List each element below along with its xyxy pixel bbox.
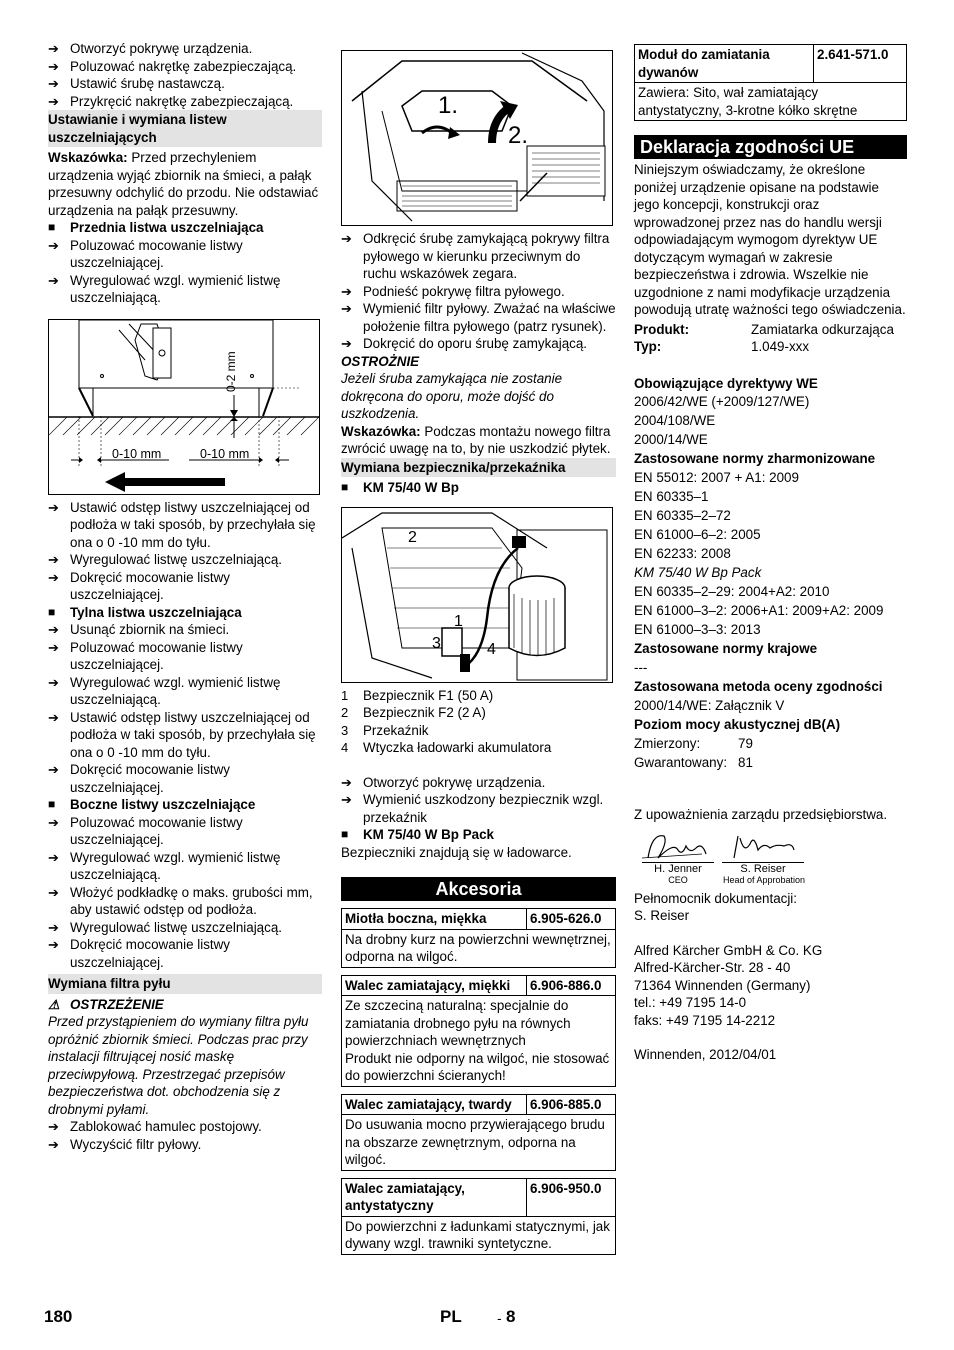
signatures (634, 828, 907, 890)
arrow-right-icon: ➔ (48, 639, 59, 655)
step: ➔ Ustawić śrubę nastawczą. (48, 76, 225, 91)
step: ➔ Poluzować mocowanie listwy uszczelniającej. (48, 639, 243, 672)
separator: - (497, 1310, 502, 1326)
step: ➔ Wyczyścić filtr pyłowy. (48, 1136, 202, 1152)
norm: EN 60335–2–72 (634, 508, 731, 523)
fuse-box-diagram (342, 508, 612, 682)
warning-triangle-icon: ⚠ (48, 996, 60, 1012)
arrow-right-icon: ➔ (48, 1136, 59, 1152)
warning-label: ⚠ OSTRZEŻENIE (48, 996, 164, 1012)
subheading: ■ KM 75/40 W Bp Pack (341, 827, 494, 842)
arrow-right-icon: ➔ (48, 1119, 59, 1134)
address-line: tel.: +49 7195 14-0 (634, 995, 747, 1010)
callout-1: 1 (454, 612, 463, 630)
subheading: ■ Boczne listwy uszczelniające (48, 797, 256, 812)
address-line: faks: +49 7195 14-2212 (634, 1012, 776, 1028)
norm: EN 61000–3–3: 2013 (634, 622, 761, 637)
fuse-note: Bezpieczniki znajdują się w ładowarce. (341, 844, 572, 860)
caution-text: Jeżeli śruba zamykająca nie zostanie dokręcona do oporu, może dojść do uszkodzenia. (341, 371, 563, 421)
arrow-right-icon: ➔ (48, 709, 59, 725)
step: ➔ Usunąć zbiornik na śmieci. (48, 622, 230, 637)
square-bullet-icon: ■ (48, 604, 56, 619)
accessory-header: Moduł do zamiatania dywanów 2.641-571.0 (634, 44, 907, 83)
step: ➔ Wyregulować wzgl. wymienić listwę uszczelniającą. (48, 674, 281, 707)
middle-column (341, 50, 616, 1255)
method-value: 2000/14/WE: Załącznik V (634, 698, 785, 713)
seal-strip-figure (48, 319, 320, 495)
doc-rep-name: S. Reiser (634, 908, 690, 923)
warning-text: Przed przystąpieniem do wymiany filtra pyłu opróżnić zbiornik śmieci. Podczas prac przy instalacji filtrującej nosić maskę przeciwpyłową. Przestrzegać przepisów bezpieczeństwa dot. obchodzenia się z drobnymi pyłami. (48, 1014, 309, 1117)
section-page: 8 (506, 1307, 516, 1326)
direction-arrow-icon (105, 472, 225, 492)
page-number: 180 (44, 1307, 73, 1326)
place-date: Winnenden, 2012/04/01 (634, 1047, 777, 1062)
step: ➔ Wyregulować wzgl. wymienić listwę uszczelniającą. (48, 849, 281, 882)
arrow-right-icon: ➔ (341, 792, 352, 807)
step: ➔ Poluzować mocowanie listwy uszczelniającej. (48, 237, 243, 270)
step: ➔ Wyregulować listwę uszczelniającą. (48, 552, 282, 567)
signatory-name: H. Jenner (642, 862, 714, 876)
step: ➔ Poluzować mocowanie listwy uszczelniającej. (48, 814, 243, 847)
directive: 2000/14/WE (634, 432, 708, 447)
gap-label-vertical: 0-2 mm (224, 350, 238, 392)
section-heading: Ustawianie i wymiana listew uszczelniających (48, 110, 322, 147)
norms-model: KM 75/40 W Bp Pack (634, 565, 762, 580)
subheading: ■ Przednia listwa uszczelniająca (48, 220, 264, 235)
square-bullet-icon: ■ (341, 827, 349, 841)
filter-cover-diagram (342, 51, 612, 225)
doc-rep-label: Pełnomocnik dokumentacji: (634, 890, 798, 906)
step: ➔ Wymienić filtr pyłowy. Zważać na właściwe położenie filtra pyłowego (patrz rysunek). (341, 301, 616, 334)
fuse-figure (341, 507, 613, 683)
authority-text: Z upoważnienia zarządu przedsiębiorstwa. (634, 807, 888, 822)
address-line: Alfred-Kärcher-Str. 28 - 40 (634, 960, 791, 975)
subheading: ■ KM 75/40 W Bp (341, 480, 459, 495)
norms-title: Zastosowane normy zharmonizowane (634, 451, 876, 466)
signatory-name: S. Reiser (722, 862, 804, 876)
accessory-description: Do powierzchni z ładunkami statycznymi, jak dywany wzgl. trawniki syntetyczne. (341, 1217, 616, 1255)
signatory-role: Head of Approbation (722, 874, 806, 885)
national-norms-title: Zastosowane normy krajowe (634, 641, 818, 656)
arrow-right-icon: ➔ (48, 919, 59, 935)
step: ➔ Wyregulować listwę uszczelniającą. (48, 919, 282, 935)
arrow-right-icon: ➔ (341, 336, 352, 351)
step: ➔ Włożyć podkładkę o maks. grubości mm, aby ustawić odstęp od podłoża. (48, 884, 313, 917)
norm: EN 55012: 2007 + A1: 2009 (634, 470, 799, 485)
directives-title: Obowiązujące dyrektywy WE (634, 375, 818, 391)
callout-4: 4 (487, 640, 496, 658)
step: ➔ Dokręcić do oporu śrubę zamykającą. (341, 336, 588, 351)
legend-item: 2 Bezpiecznik F2 (2 A) (341, 705, 486, 720)
method-title: Zastosowana metoda oceny zgodności (634, 679, 883, 694)
square-bullet-icon: ■ (341, 480, 349, 494)
norm: EN 60335–2–29: 2004+A2: 2010 (634, 584, 830, 599)
directive: 2004/108/WE (634, 413, 716, 428)
caution-label: OSTROŻNIE (341, 353, 420, 369)
accessories-title: Akcesoria (341, 877, 616, 901)
directive: 2006/42/WE (+2009/127/WE) (634, 394, 810, 409)
callout-2: 2 (408, 528, 417, 546)
declaration-text: Niniejszym oświadczamy, że określone poniżej urządzenie opisane na podstawie jego koncepcji, konstrukcji oraz wprowadzonej przez nas do handlu wersji odpowiadającym wymogom dyrektyw UE dotyczącym wymagań w zakresie bezpieczeństwa i zdrowia. Wszelkie nie uzgodnione z nami modyfikacje urządzenia powodują utratę ważności tego oświadczenia. (634, 162, 906, 317)
section-heading: Wymiana filtra pyłu (48, 974, 322, 994)
legend-item: 1 Bezpiecznik F1 (50 A) (341, 687, 494, 703)
arrow-right-icon: ➔ (48, 76, 59, 91)
norm: EN 60335–1 (634, 489, 709, 504)
step: ➔ Zablokować hamulec postojowy. (48, 1119, 262, 1134)
arrow-right-icon: ➔ (48, 674, 59, 690)
step-one-label: 1. (438, 92, 459, 119)
arrow-right-icon: ➔ (48, 814, 59, 830)
address-line: 71364 Winnenden (Germany) (634, 977, 811, 993)
step: ➔ Poluzować nakrętkę zabezpieczającą. (48, 58, 297, 74)
gap-label-rear: 0-10 mm (200, 446, 250, 461)
step: ➔ Wyregulować wzgl. wymienić listwę uszczelniającą. (48, 272, 281, 305)
accessory-header: Walec zamiatający, antystatyczny 6.906-950.0 (341, 1178, 616, 1217)
norm: EN 61000–3–2: 2006+A1: 2009+A2: 2009 (634, 603, 884, 618)
arrow-right-icon: ➔ (48, 937, 59, 952)
section-heading: Wymiana bezpiecznika/przekaźnika (341, 458, 616, 478)
arrow-right-icon: ➔ (48, 884, 59, 900)
seal-strip-diagram (49, 320, 319, 494)
accessory-header: Miotła boczna, miękka 6.905-626.0 (341, 908, 616, 930)
declaration-title: Deklaracja zgodności UE (634, 135, 907, 159)
step: ➔ Podnieść pokrywę filtra pyłowego. (341, 283, 565, 299)
note: Wskazówka: Podczas montażu nowego filtra zwrócić uwagę na to, by nie uszkodzić płytek. (341, 423, 611, 456)
accessory-header: Walec zamiatający, twardy 6.906-885.0 (341, 1094, 616, 1116)
square-bullet-icon: ■ (48, 797, 56, 811)
subheading: ■ Tylna listwa uszczelniająca (48, 604, 242, 620)
arrow-right-icon: ➔ (48, 552, 59, 567)
arrow-right-icon: ➔ (48, 849, 59, 865)
product-row: Produkt: Zamiatarka odkurzająca (634, 321, 894, 337)
arrow-right-icon: ➔ (48, 272, 59, 288)
step-two-label: 2. (508, 122, 529, 149)
gap-label-front: 0-10 mm (112, 446, 162, 461)
filter-figure (341, 50, 613, 226)
step: ➔ Otworzyć pokrywę urządzenia. (341, 774, 546, 790)
type-row: Typ: 1.049-xxx (634, 339, 810, 354)
arrow-right-icon: ➔ (341, 283, 352, 299)
norm: EN 62233: 2008 (634, 546, 731, 561)
step: ➔ Dokręcić mocowanie listwy uszczelniającej. (48, 937, 230, 970)
guaranteed-row: Gwarantowany: 81 (634, 755, 753, 770)
right-column (634, 44, 907, 1064)
step: ➔ Wymienić uszkodzony bezpiecznik wzgl. przekaźnik (341, 792, 604, 825)
national-norms-value: --- (634, 660, 648, 675)
left-column (48, 40, 322, 1153)
accessory-description: Na drobny kurz na powierzchni wewnętrznej, odporna na wilgoć. (341, 930, 616, 968)
step: ➔ Otworzyć pokrywę urządzenia. (48, 41, 253, 56)
callout-3: 3 (432, 634, 441, 652)
language-code: PL (440, 1307, 462, 1326)
arrow-right-icon: ➔ (48, 237, 59, 253)
accessory-description: Do usuwania mocno przywierającego brudu na obszarze zewnętrznym, odporna na wilgoć. (341, 1115, 616, 1171)
step: ➔ Ustawić odstęp listwy uszczelniającej od podłoża w taki sposób, by przechyłała się ona o 0 -10 mm do tyłu. (48, 499, 316, 550)
arrow-right-icon: ➔ (48, 762, 59, 777)
arrow-right-icon: ➔ (341, 231, 352, 246)
legend-item: 4 Wtyczka ładowarki akumulatora (341, 740, 552, 755)
arrow-right-icon: ➔ (48, 569, 59, 585)
address-line: Alfred Kärcher GmbH & Co. KG (634, 942, 823, 958)
step: ➔ Ustawić odstęp listwy uszczelniającej od podłoża w taki sposób, by przechyłała się ona o 0 -10 mm do tyłu. (48, 709, 316, 760)
norm: EN 61000–6–2: 2005 (634, 527, 761, 542)
accessory-header: Walec zamiatający, miękki 6.906-886.0 (341, 975, 616, 997)
note: Wskazówka: Przed przechyleniem urządzenia wyjąć zbiornik na śmieci, a pałąk przesuwny odchylić do przodu. Nie odstawiać urządzenia na pałąk przesuwny. (48, 150, 319, 218)
step: ➔ Dokręcić mocowanie listwy uszczelniającej. (48, 762, 230, 795)
legend-item: 3 Przekaźnik (341, 722, 429, 738)
signatory-role: CEO (668, 874, 688, 885)
accessory-description: Zawiera: Sito, wał zamiatający antystatyczny, 3-krotne kółko skrętne (634, 83, 907, 121)
arrow-right-icon: ➔ (48, 622, 59, 637)
arrow-right-icon: ➔ (341, 301, 352, 316)
noise-title: Poziom mocy akustycznej dB(A) (634, 717, 841, 732)
arrow-right-icon: ➔ (48, 499, 59, 515)
step: ➔ Odkręcić śrubę zamykającą pokrywy filtra pyłowego w kierunku przeciwnym do ruchu wskazówek zegara. (341, 231, 610, 281)
step: ➔ Dokręcić mocowanie listwy uszczelniającej. (48, 569, 230, 602)
arrow-right-icon: ➔ (48, 58, 59, 74)
step: ➔ Przykręcić nakrętkę zabezpieczającą. (48, 93, 294, 109)
square-bullet-icon: ■ (48, 220, 56, 234)
arrow-right-icon: ➔ (48, 41, 59, 56)
arrow-right-icon: ➔ (341, 774, 352, 790)
arrow-right-icon: ➔ (48, 93, 59, 109)
measured-row: Zmierzony: 79 (634, 736, 753, 751)
accessory-description: Ze szczeciną naturalną: specjalnie do zamiatania drobnego pyłu na równych powierzchniach wewnętrznych Produkt nie odporny na wilgoć, nie stosować do powierzchni ścieranych! (341, 996, 616, 1087)
